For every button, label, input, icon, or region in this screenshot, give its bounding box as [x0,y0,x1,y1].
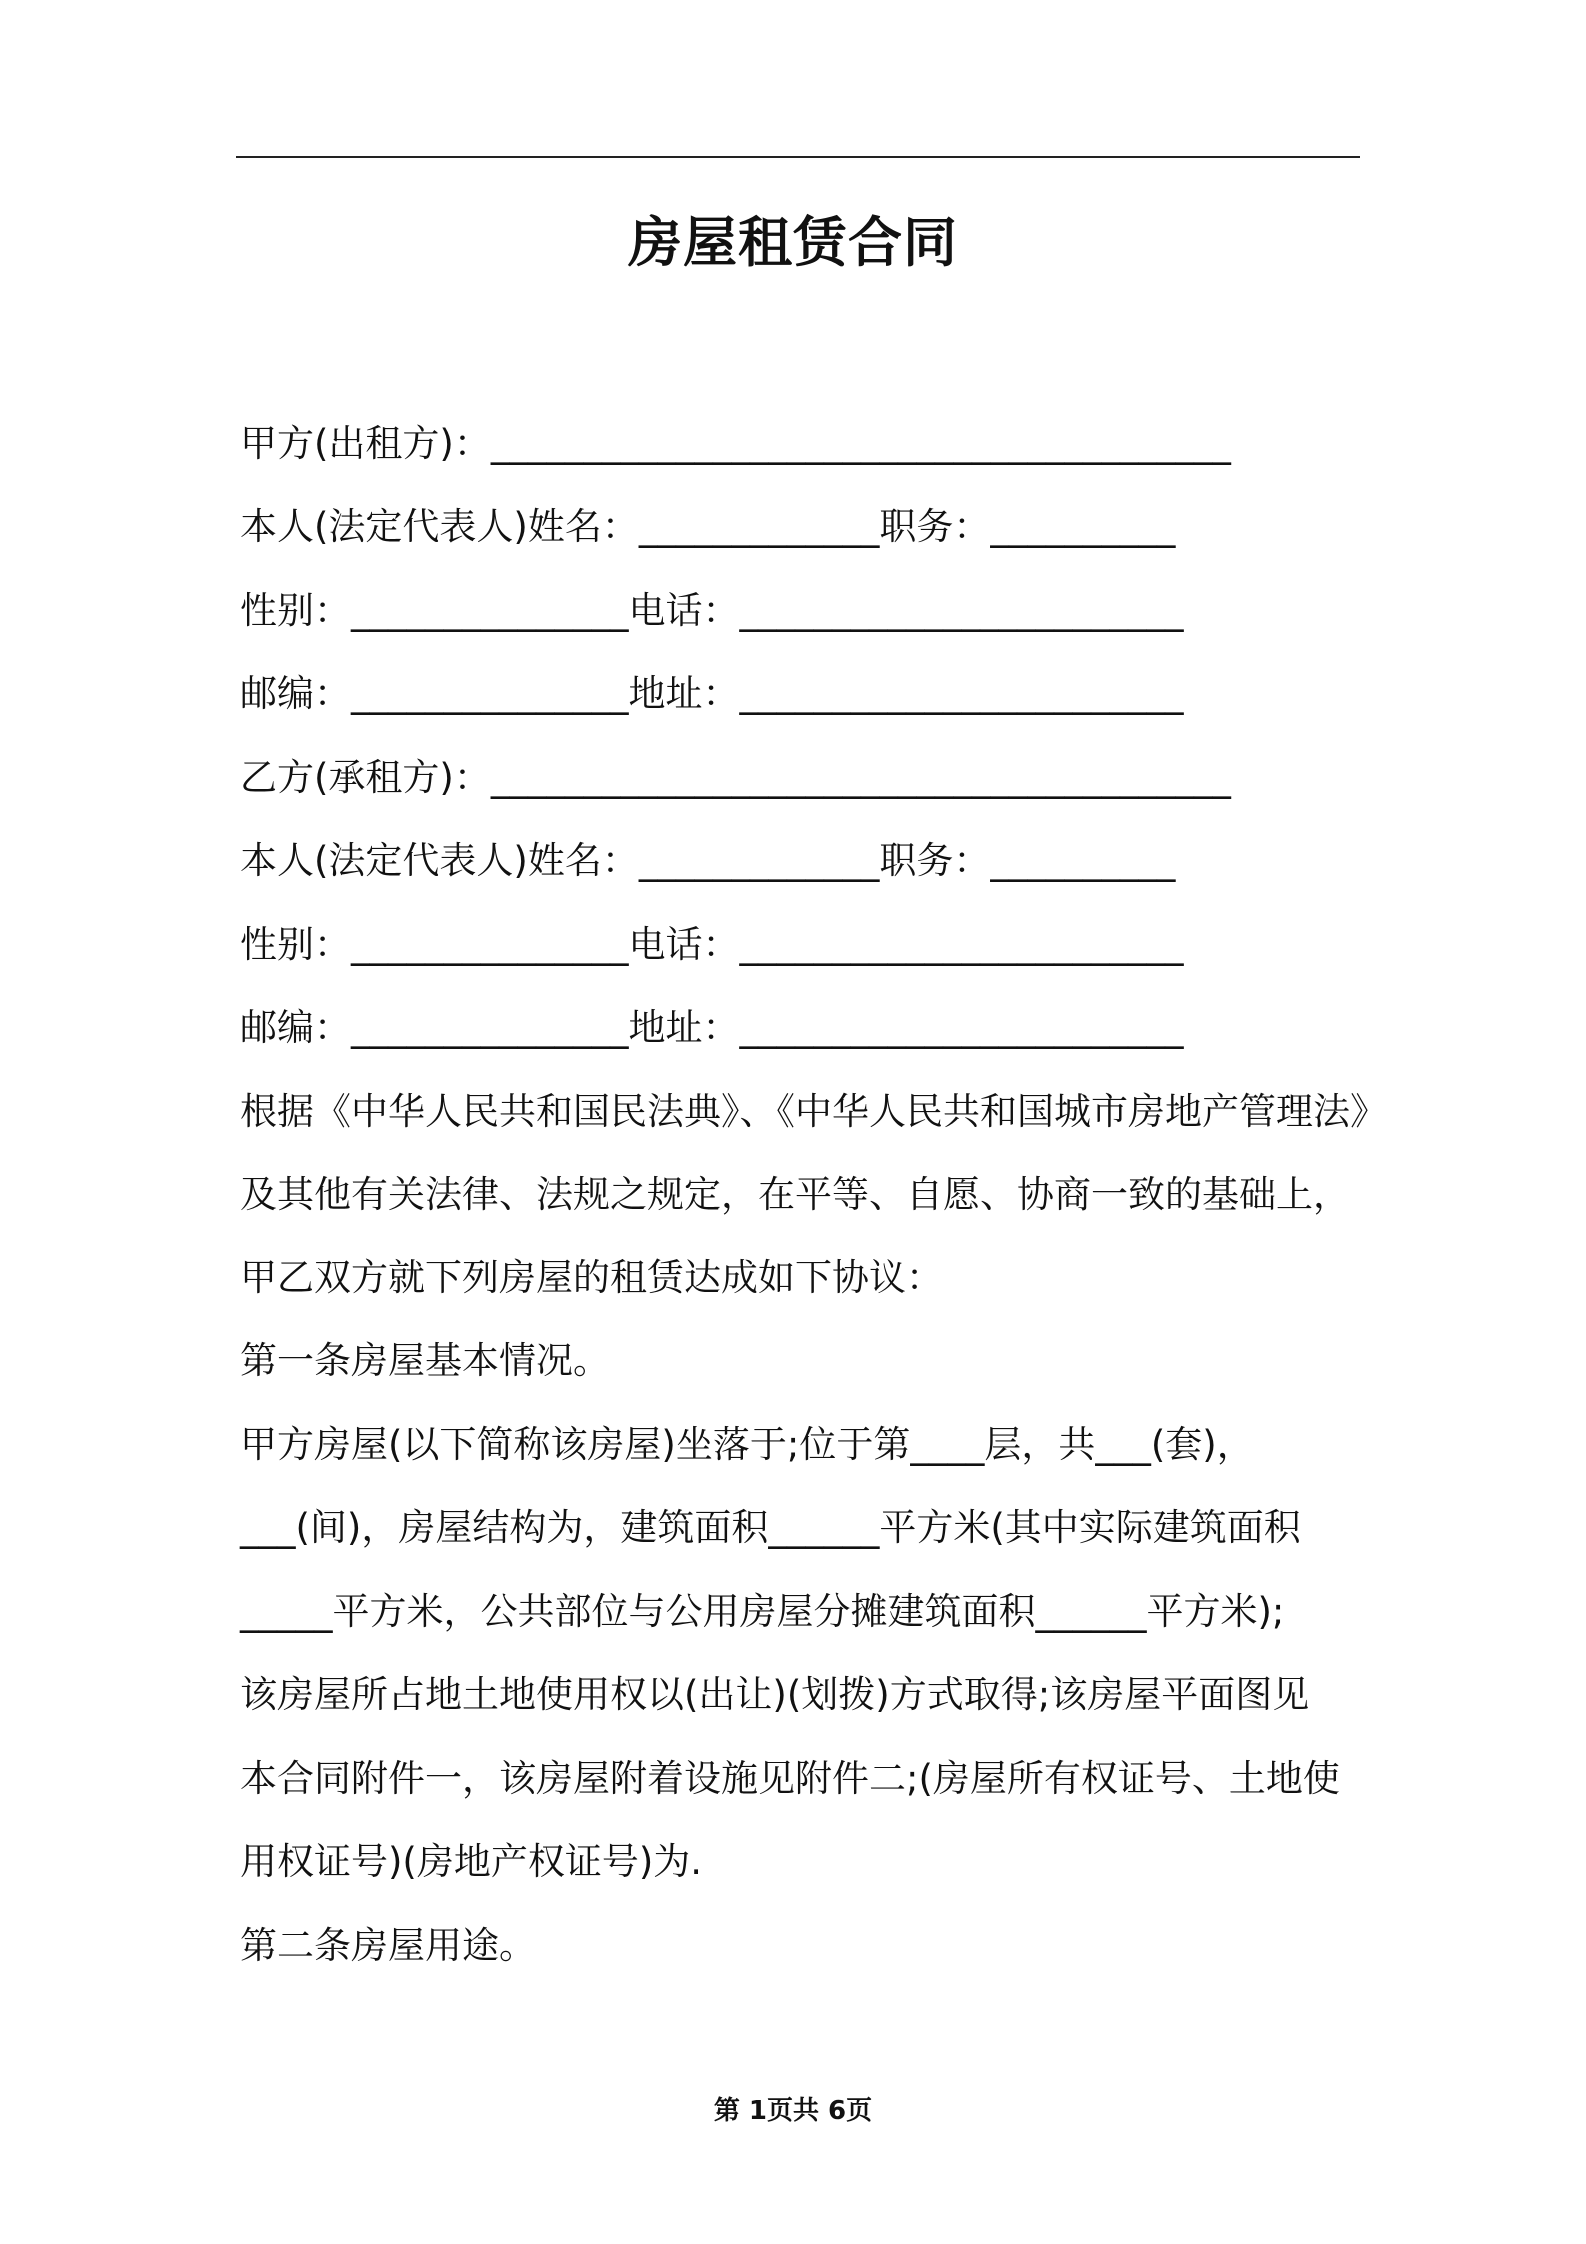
preamble-line-2: 及其他有关法律、法规之规定，在平等、自愿、协商一致的基础上， [240,1173,1350,1216]
article-1-heading: 第一条房屋基本情况。 [240,1339,610,1382]
header-rule [236,156,1360,158]
article-1-text-line: 用权证号)(房地产权证号)为. [240,1840,703,1883]
party-b-contact-line: 性别：_______________电话：________________________ [240,923,1184,966]
party-b-address-line: 邮编：_______________地址：________________________ [240,1006,1184,1049]
party-b-line: 乙方(承租方)：________________________________________ [240,756,1231,799]
article-2-heading: 第二条房屋用途。 [240,1924,536,1967]
article-1-text-line: 甲方房屋(以下简称该房屋)坐落于;位于第____层，共___(套)， [240,1423,1254,1466]
preamble-line-1: 根据《中华人民共和国民法典》、《中华人民共和国城市房地产管理法》 [240,1090,1387,1133]
page-number: 第 1页共 6页 [713,2096,873,2126]
article-1-text-line: ___(间)，房屋结构为，建筑面积______平方米(其中实际建筑面积 [240,1506,1301,1549]
preamble-line-3: 甲乙双方就下列房屋的租赁达成如下协议： [240,1256,943,1299]
party-b-rep-line: 本人(法定代表人)姓名：_____________职务：__________ [240,839,1176,882]
article-1-text-line: 本合同附件一，该房屋附着设施见附件二;(房屋所有权证号、土地使 [240,1757,1340,1800]
party-a-rep-line: 本人(法定代表人)姓名：_____________职务：__________ [240,505,1176,548]
article-1-text-line: 该房屋所占地土地使用权以(出让)(划拨)方式取得;该房屋平面图见 [240,1673,1310,1716]
party-a-address-line: 邮编：_______________地址：________________________ [240,672,1184,715]
party-a-contact-line: 性别：_______________电话：________________________ [240,589,1184,632]
document-title: 房屋租赁合同 [628,211,958,274]
party-a-line: 甲方(出租方)：________________________________________ [240,422,1231,465]
article-1-text-line: _____平方米，公共部位与公用房屋分摊建筑面积______平方米); [240,1590,1285,1633]
